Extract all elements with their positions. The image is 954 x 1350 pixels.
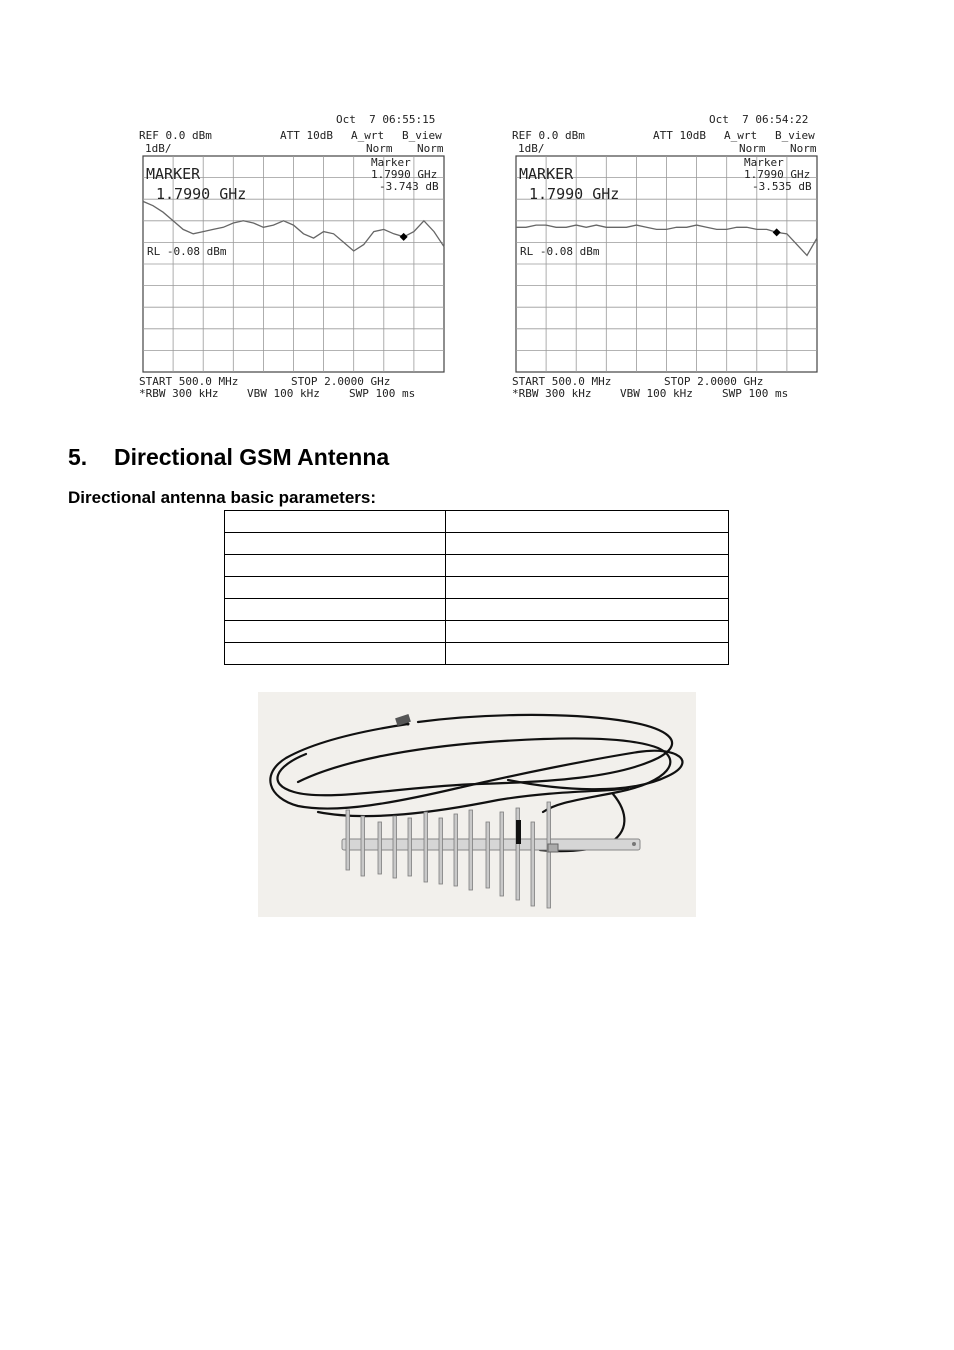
parameters-table <box>224 510 729 665</box>
marker-box-frequency: 1.7990 GHz <box>371 168 438 181</box>
feed-cable-end <box>516 820 521 844</box>
marker-box-value: -3.743 dB <box>379 180 439 193</box>
parameter-name-cell <box>225 599 446 621</box>
parameter-value-cell <box>446 555 729 577</box>
marker-frequency: 1.7990 GHz <box>156 185 247 203</box>
a-mode: A_wrt <box>724 129 758 142</box>
marker-box-frequency: 1.7990 GHz <box>744 168 811 181</box>
ref-level: REF 0.0 dBm <box>139 129 212 142</box>
attenuation: ATT 10dB <box>653 129 706 142</box>
parameter-name-cell <box>225 511 446 533</box>
marker-point <box>773 228 781 236</box>
scale: 1dB/ <box>145 142 172 155</box>
marker-frequency: 1.7990 GHz <box>529 185 620 203</box>
stop-frequency: STOP 2.0000 GHz <box>664 375 764 388</box>
marker-label: MARKER <box>519 165 574 183</box>
spectrum-screen-1 <box>139 112 449 407</box>
a-norm: Norm <box>739 142 766 155</box>
b-mode: B_view <box>402 129 442 142</box>
vbw: VBW 100 kHz <box>247 387 320 400</box>
boom <box>342 839 640 850</box>
table-row <box>225 533 729 555</box>
marker-box-title: Marker <box>371 156 411 169</box>
table-row <box>225 599 729 621</box>
reference-level-line: RL -0.08 dBm <box>520 245 600 258</box>
spectrum-screen-2 <box>512 112 822 407</box>
a-norm: Norm <box>366 142 393 155</box>
parameter-name-cell <box>225 577 446 599</box>
b-norm: Norm <box>790 142 817 155</box>
section-heading <box>68 444 389 471</box>
antenna-illustration <box>258 692 696 917</box>
b-norm: Norm <box>417 142 444 155</box>
section-title: Directional GSM Antenna <box>114 444 390 470</box>
stop-frequency: STOP 2.0000 GHz <box>291 375 391 388</box>
parameter-name-cell <box>225 555 446 577</box>
a-mode: A_wrt <box>351 129 385 142</box>
reference-level-line: RL -0.08 dBm <box>147 245 227 258</box>
start-frequency: START 500.0 MHz <box>139 375 239 388</box>
parameter-name-cell <box>225 533 446 555</box>
parameter-name-cell <box>225 643 446 665</box>
table-row <box>225 511 729 533</box>
rbw: *RBW 300 kHz <box>139 387 219 400</box>
scale: 1dB/ <box>518 142 545 155</box>
marker-label: MARKER <box>146 165 201 183</box>
b-mode: B_view <box>775 129 815 142</box>
parameter-value-cell <box>446 621 729 643</box>
table-row <box>225 643 729 665</box>
parameter-value-cell <box>446 533 729 555</box>
table-row <box>225 621 729 643</box>
parameter-value-cell <box>446 643 729 665</box>
table-row <box>225 577 729 599</box>
rbw: *RBW 300 kHz <box>512 387 592 400</box>
marker-box-value: -3.535 dB <box>752 180 812 193</box>
sweep-time: SWP 100 ms <box>349 387 416 400</box>
parameter-value-cell <box>446 577 729 599</box>
antenna-photo <box>258 692 696 917</box>
sweep-time: SWP 100 ms <box>722 387 789 400</box>
marker-box-title: Marker <box>744 156 784 169</box>
timestamp: Oct 7 06:55:15 <box>336 113 436 126</box>
table-row <box>225 555 729 577</box>
parameter-value-cell <box>446 599 729 621</box>
marker-point <box>400 233 408 241</box>
ref-level: REF 0.0 dBm <box>512 129 585 142</box>
section-number: 5. <box>68 444 88 470</box>
attenuation: ATT 10dB <box>280 129 333 142</box>
timestamp: Oct 7 06:54:22 <box>709 113 809 126</box>
parameter-value-cell <box>446 511 729 533</box>
parameters-subheading: Directional antenna basic parameters: <box>68 488 377 507</box>
parameter-name-cell <box>225 621 446 643</box>
vbw: VBW 100 kHz <box>620 387 693 400</box>
start-frequency: START 500.0 MHz <box>512 375 612 388</box>
